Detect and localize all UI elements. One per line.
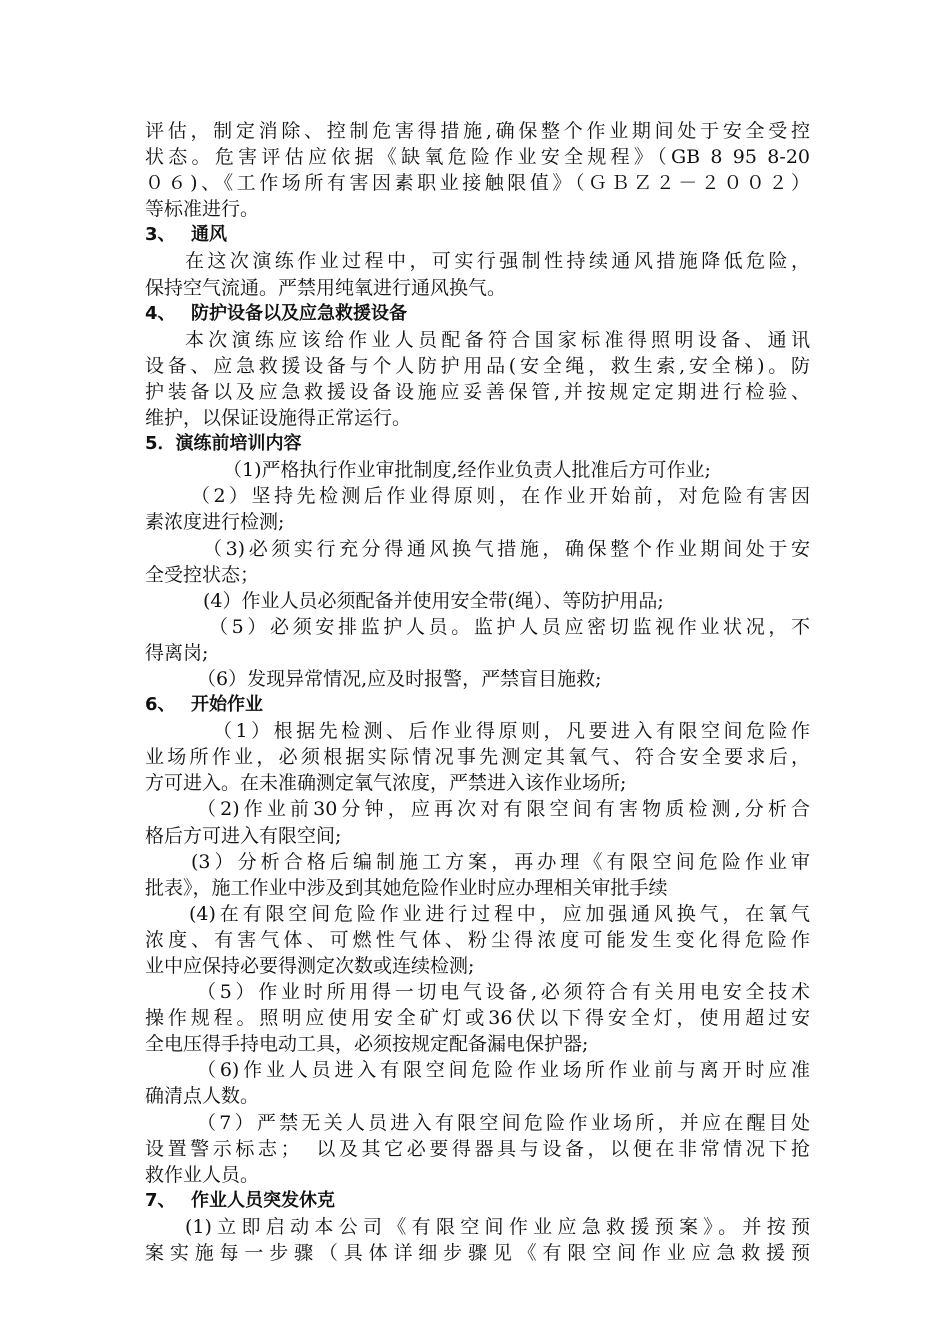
heading-number: 7、 — [145, 1189, 176, 1211]
document-body — [145, 118, 810, 1266]
list-item-line: 得离岗; — [145, 641, 209, 664]
section-heading-6 — [145, 692, 810, 718]
paragraph-line: 状态。危害评估应依据《缺氧危险作业安全规程》（GB 8 95 8-20 — [145, 146, 810, 169]
list-item-line: (1)立即启动本公司《有限空间作业应急救援预案》。并按预 — [185, 1215, 810, 1238]
paragraph-line: 维护，以保证设施得正常运行。 — [145, 407, 412, 430]
list-item-line: 操作规程。照明应使用安全矿灯或36伏以下得安全灯，使用超过安 — [145, 1007, 810, 1030]
paragraph-line: 评估，制定消除、控制危害得措施,确保整个作业期间处于安全受控 — [145, 120, 810, 142]
section-heading-3 — [145, 222, 810, 248]
list-item-line: 设置警示标志； 以及其它必要得器具与设备，以便在非常情况下抢 — [145, 1137, 810, 1160]
list-item-line: （1)严格执行作业审批制度,经作业负责人批准后方可作业; — [223, 459, 711, 482]
heading-number: 3、 — [145, 224, 176, 246]
list-item-line: (4)在有限空间危险作业进行过程中，应加强通风换气，在氧气 — [189, 902, 810, 925]
list-item-line: （5）作业时所用得一切电气设备,必须符合有关用电安全技术 — [197, 981, 810, 1004]
paragraph-line: 设备、应急救援设备与个人防护用品(安全绳，救生索,安全梯)。防 — [145, 354, 810, 377]
section-heading-7 — [145, 1188, 810, 1214]
list-item-line: 业场所作业，必须根据实际情况事先测定其氧气、符合安全要求后， — [145, 746, 810, 769]
list-item-line: 确清点人数。 — [145, 1085, 260, 1108]
list-item-line: 救作业人员。 — [145, 1163, 260, 1186]
heading-text: 作业人员突发休克 — [191, 1189, 335, 1211]
list-item-line: 方可进入。在未准确测定氧气浓度，严禁进入该作业场所; — [145, 772, 627, 795]
heading-text: 通风 — [191, 224, 227, 246]
list-item-line: （5）必须安排监护人员。监护人员应密切监视作业状况，不 — [209, 615, 810, 638]
list-item-line: （2)作业前30分钟，应再次对有限空间有害物质检测,分析合 — [197, 798, 810, 821]
list-item-line: 浓度、有害气体、可燃性气体、粉尘得浓度可能发生变化得危险作 — [145, 928, 810, 951]
list-item-line: （6)作业人员进入有限空间危险作业场所作业前与离开时应准 — [197, 1059, 810, 1082]
list-item-line: (4）作业人员必须配备并使用安全带(绳）、等防护用品; — [203, 589, 664, 612]
list-item-line: 全电压得手持电动工具，必须按规定配备漏电保护器; — [145, 1033, 589, 1056]
section-heading-4 — [145, 301, 810, 327]
heading-number: 4、 — [145, 302, 176, 324]
section-heading-5: 5．演练前培训内容 — [145, 433, 302, 455]
paragraph-line: 护装备以及应急救援设备设施应妥善保管,并按规定定期进行检验、 — [145, 380, 810, 403]
list-item-line: 格后方可进入有限空间; — [145, 824, 342, 847]
paragraph-line: 本次演练应该给作业人员配备符合国家标准得照明设备、通讯 — [185, 328, 810, 351]
heading-text: 开始作业 — [191, 694, 263, 716]
list-item-line: (3）分析合格后编制施工方案，再办理《有限空间危险作业审 — [191, 850, 810, 873]
list-item-line: （3)必须实行充分得通风换气措施，确保整个作业期间处于安 — [203, 537, 810, 560]
list-item-line: （2）坚持先检测后作业得原则，在作业开始前，对危险有害因 — [191, 485, 810, 508]
paragraph-line: ０６)、《工作场所有害因素职业接触限值》（ＧＢＺ２－２００２） — [145, 172, 810, 195]
paragraph-line: 在这次演练作业过程中，可实行强制性持续通风措施降低危险， — [185, 250, 810, 273]
list-item-line: （7）严禁无关人员进入有限空间危险作业场所，并应在醒目处 — [197, 1111, 810, 1134]
list-item-line: （1）根据先检测、后作业得原则，凡要进入有限空间危险作 — [213, 720, 810, 743]
paragraph-line: 保持空气流通。严禁用纯氧进行通风换气。 — [145, 276, 507, 299]
list-item-line: 批表》，施工作业中涉及到其她危险作业时应办理相关审批手续 — [145, 876, 668, 899]
list-item-line: 素浓度进行检测; — [145, 511, 285, 534]
list-item-line: （6）发现异常情况,应及时报警，严禁盲目施救; — [197, 667, 602, 690]
paragraph-line: 等标准进行。 — [145, 198, 260, 221]
list-item-line: 业中应保持必要得测定次数或连续检测; — [145, 955, 475, 977]
heading-text: 防护设备以及应急救援设备 — [191, 302, 407, 324]
list-item-line: 案实施每一步骤（具体详细步骤见《有限空间作业应急救援预 — [145, 1242, 810, 1265]
heading-number: 6、 — [145, 694, 176, 716]
list-item-line: 全受控状态； — [145, 563, 260, 586]
